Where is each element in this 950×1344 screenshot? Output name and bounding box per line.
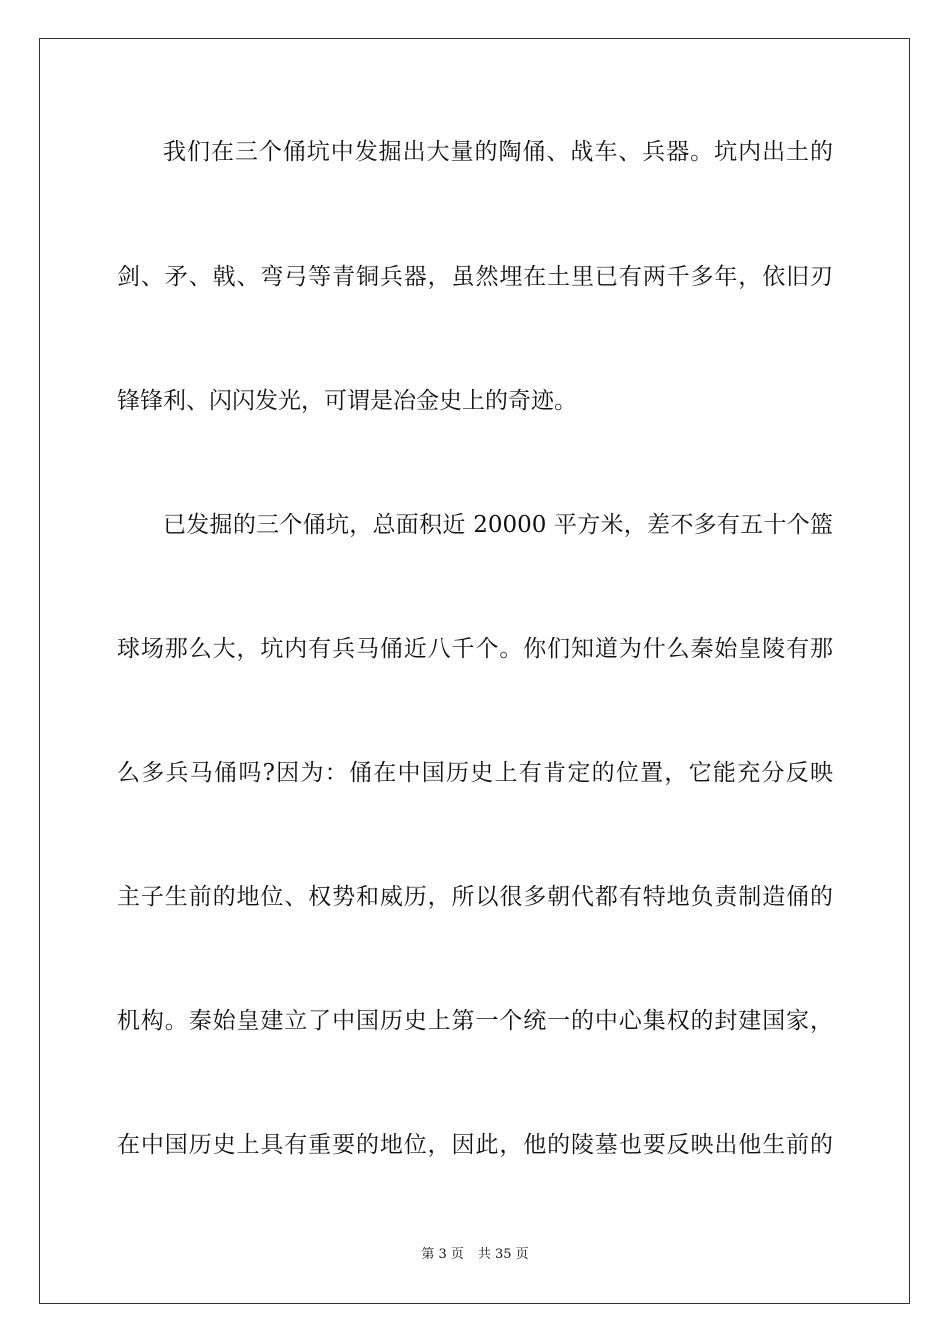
paragraph-line: 主子生前的地位、权势和威历，所以很多朝代都有特地负责制造俑的 (117, 884, 833, 910)
paragraph-line: 在中国历史上具有重要的地位，因此，他的陵墓也要反映出他生前的 (117, 1132, 833, 1158)
paragraph-line: 已发掘的三个俑坑，总面积近 20000 平方米，差不多有五十个篮 (163, 512, 833, 538)
paragraph-line: 球场那么大，坑内有兵马俑近八千个。你们知道为什么秦始皇陵有那 (117, 636, 833, 662)
page-number: 第 3 页 (421, 1247, 464, 1262)
page-total: 共 35 页 (477, 1247, 529, 1262)
paragraph-line: 么多兵马俑吗?因为：俑在中国历史上有肯定的位置，它能充分反映 (117, 760, 833, 786)
paragraph-line: 剑、矛、戟、弯弓等青铜兵器，虽然埋在土里已有两千多年，依旧刃 (117, 264, 833, 290)
paragraph-line: 机构。秦始皇建立了中国历史上第一个统一的中心集权的封建国家， (117, 1008, 833, 1034)
paragraph-line: 我们在三个俑坑中发掘出大量的陶俑、战车、兵器。坑内出土的 (163, 139, 833, 165)
page-border (39, 38, 910, 1304)
page-footer (0, 1247, 950, 1263)
paragraph-line: 锋锋利、闪闪发光，可谓是冶金史上的奇迹。 (117, 388, 577, 414)
